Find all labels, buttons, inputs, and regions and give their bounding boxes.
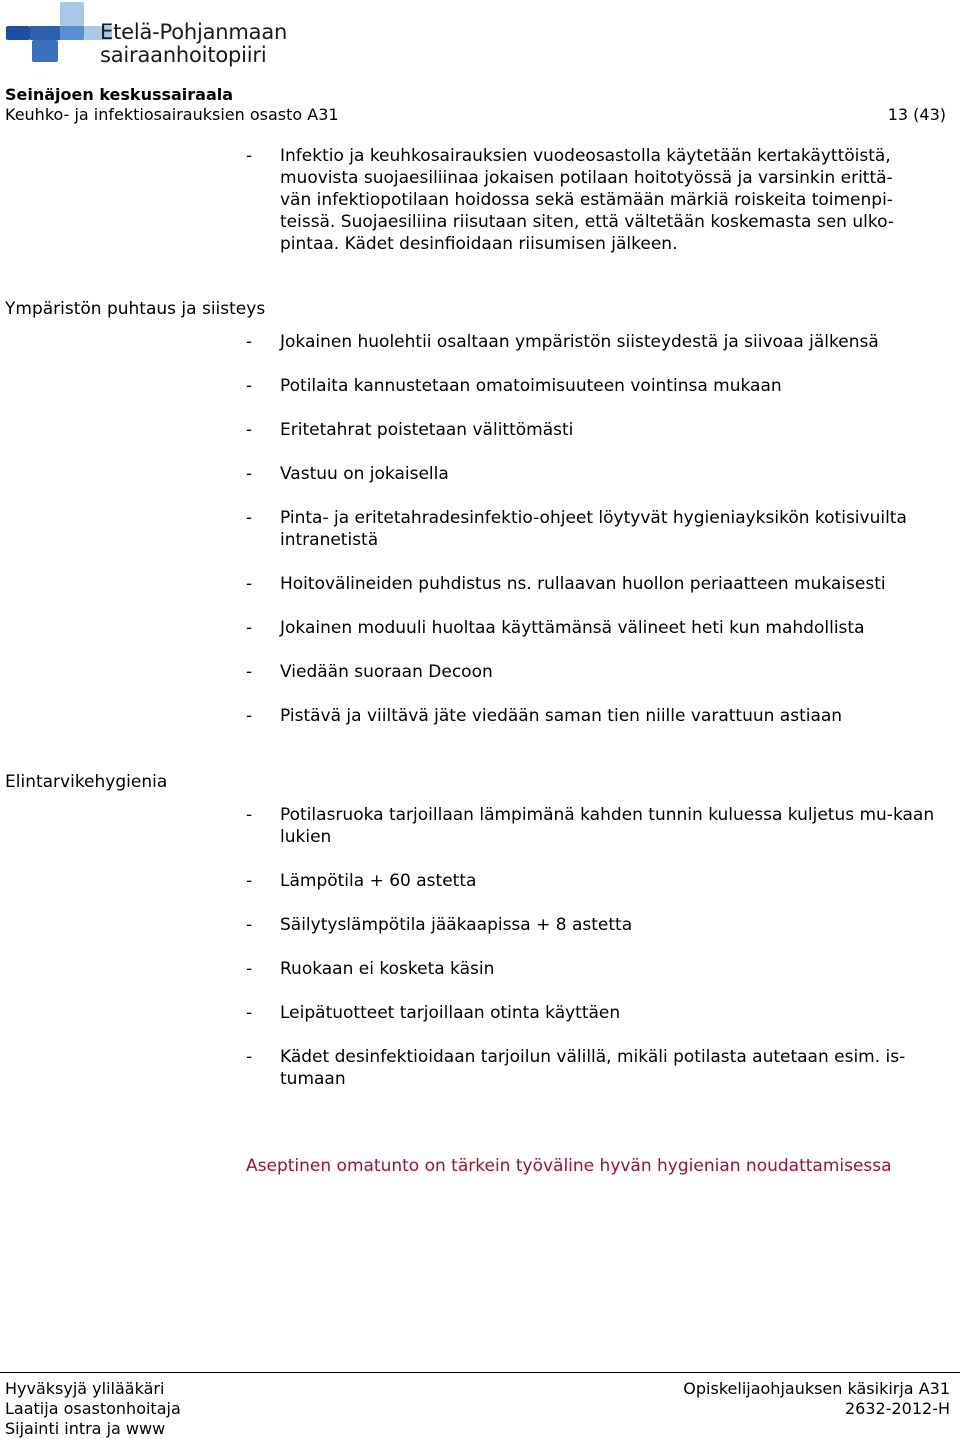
logo-square-left [6, 26, 30, 40]
list-item [246, 507, 938, 551]
list-item [246, 573, 946, 595]
list-item-text: Säilytyslämpötila jääkaapissa + 8 astetta [280, 915, 633, 935]
list-dash: - [246, 420, 253, 440]
list-item-text: Eritetahrat poistetaan välittömästi [280, 420, 574, 440]
department-name: Keuhko- ja infektiosairauksien osasto A31 [5, 105, 339, 124]
list-dash: - [246, 464, 253, 484]
list-dash: - [246, 662, 253, 682]
list-item-text: Viedään suoraan Decoon [280, 662, 493, 682]
list-item [246, 958, 946, 980]
footer-author: Laatija osastonhoitaja [5, 1399, 181, 1418]
footer-right [683, 1379, 950, 1419]
intro-line: pintaa. Kädet desinfioidaan riisumisen jälkeen. [280, 234, 678, 254]
logo-square-top [60, 2, 84, 26]
logo-name-line-2: sairaanhoitopiiri [100, 43, 267, 67]
list-item [246, 705, 946, 727]
list-dash: - [246, 915, 253, 935]
page-number: 13 (43) [887, 105, 946, 124]
list-item-text: Potilaita kannustetaan omatoimisuuteen vointinsa mukaan [280, 376, 782, 396]
list-dash: - [246, 376, 253, 396]
section-heading-food-hygiene: Elintarvikehygienia [5, 772, 168, 792]
intro-line: Infektio ja keuhkosairauksien vuodeosastolla käytetään kertakäyttöistä, [280, 146, 891, 166]
list-item [246, 804, 936, 848]
list-item-text: Vastuu on jokaisella [280, 464, 449, 484]
list-item [246, 463, 946, 485]
list-item-text: Leipätuotteet tarjoillaan otinta käyttäen [280, 1003, 621, 1023]
footer-location: Sijainti intra ja www [5, 1419, 166, 1438]
list-dash: - [246, 1047, 253, 1067]
footer-document-id: 2632-2012-H [844, 1399, 950, 1418]
intro-list-item [246, 145, 926, 255]
list-item-text: Ruokaan ei kosketa käsin [280, 959, 495, 979]
list-item-text: Lämpötila + 60 astetta [280, 871, 477, 891]
list-item-text: Pistävä ja viiltävä jäte viedään saman tien niille varattuun astiaan [280, 706, 843, 726]
list-item [246, 661, 946, 683]
list-item-text: Potilasruoka tarjoillaan lämpimänä kahden tunnin kuluessa kuljetus mu-kaan lukien [280, 805, 935, 847]
logo-bar-center [30, 26, 60, 40]
list-item [246, 914, 946, 936]
list-dash: - [246, 1003, 253, 1023]
list-item [246, 419, 946, 441]
list-dash: - [246, 805, 253, 825]
logo-name-line-1: Etelä-Pohjanmaan [100, 20, 288, 44]
list-dash: - [246, 332, 253, 352]
intro-line: muovista suojaesiliinaa jokaisen potilaan hoitotyössä ja varsinkin erittä- [280, 168, 893, 188]
list-item-text: Hoitovälineiden puhdistus ns. rullaavan huollon periaatteen mukaisesti [280, 574, 886, 594]
list-item-text: Pinta- ja eritetahradesinfektio-ohjeet löytyvät hygieniayksikön kotisivuilta intranetistä [280, 508, 907, 550]
list-dash: - [246, 618, 253, 638]
list-item [246, 870, 946, 892]
list-item [246, 617, 946, 639]
list-item [246, 375, 946, 397]
list-dash: - [246, 508, 253, 528]
footer-handbook-title: Opiskelijaohjauksen käsikirja A31 [683, 1379, 950, 1398]
intro-line: vän infektiopotilaan hoidossa sekä estämään märkiä roiskeita toimenpi- [280, 190, 893, 210]
list-item-text: Jokainen moduuli huoltaa käyttämänsä välineet heti kun mahdollista [280, 618, 865, 638]
logo-square-center [60, 26, 84, 40]
section-heading-environment: Ympäristön puhtaus ja siisteys [5, 299, 266, 319]
asepsis-highlight: Aseptinen omatunto on tärkein työväline hyvän hygienian noudattamisessa [246, 1156, 892, 1176]
list-item-text: Jokainen huolehtii osaltaan ympäristön siisteydestä ja siivoaa jälkensä [280, 332, 879, 352]
list-dash: - [246, 871, 253, 891]
footer-left [5, 1379, 181, 1439]
list-item-text: Kädet desinfektioidaan tarjoilun välillä, mikäli potilasta autetaan esim. is-tumaan [280, 1047, 906, 1089]
footer-divider [0, 1372, 960, 1373]
organization-name: Seinäjoen keskussairaala [5, 85, 234, 104]
list-item [246, 1046, 946, 1090]
list-item [246, 1002, 946, 1024]
list-dash: - [246, 706, 253, 726]
list-dash: - [246, 146, 253, 166]
list-dash: - [246, 574, 253, 594]
intro-line: teissä. Suojaesiliina riisutaan siten, että vältetään koskemasta sen ulko- [280, 212, 894, 232]
logo-square-bottom [32, 40, 58, 62]
footer-approver: Hyväksyjä ylilääkäri [5, 1379, 165, 1398]
list-dash: - [246, 959, 253, 979]
list-item [246, 331, 946, 353]
